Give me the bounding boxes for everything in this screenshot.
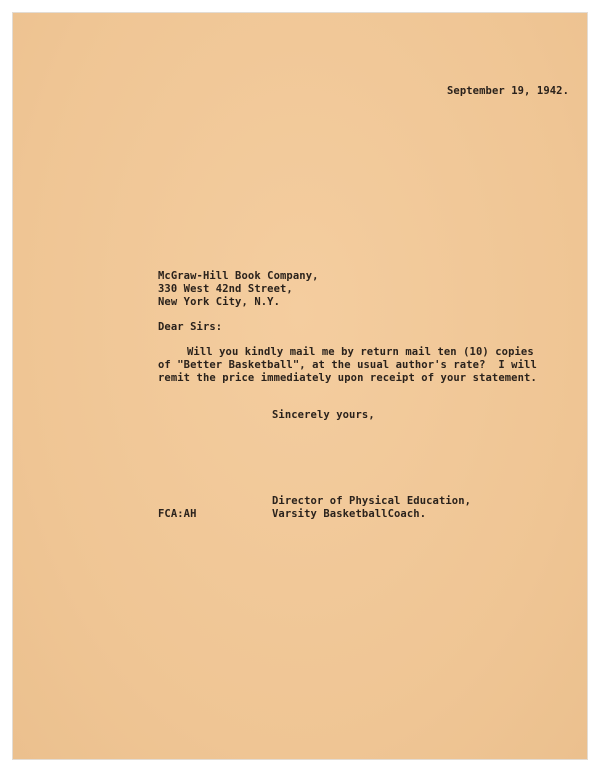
body-line: of "Better Basketball", at the usual author's rate? I will [158,359,537,371]
closing: Sincerely yours, [272,409,375,421]
body-line: remit the price immediately upon receipt of your statement. [158,372,537,384]
recipient-street: 330 West 42nd Street, [158,283,293,295]
signature-title: Director of Physical Education, [272,495,472,507]
recipient-city: New York City, N.Y. [158,296,281,308]
signature-role: Varsity BasketballCoach. [272,508,427,520]
letter-page [13,13,587,759]
recipient-name: McGraw-Hill Book Company, [158,270,319,282]
salutation: Dear Sirs: [158,321,223,333]
letter-date: September 19, 1942. [447,85,570,97]
reference-initials: FCA:AH [158,508,197,520]
body-line: Will you kindly mail me by return mail ten (10) copies [187,346,534,358]
